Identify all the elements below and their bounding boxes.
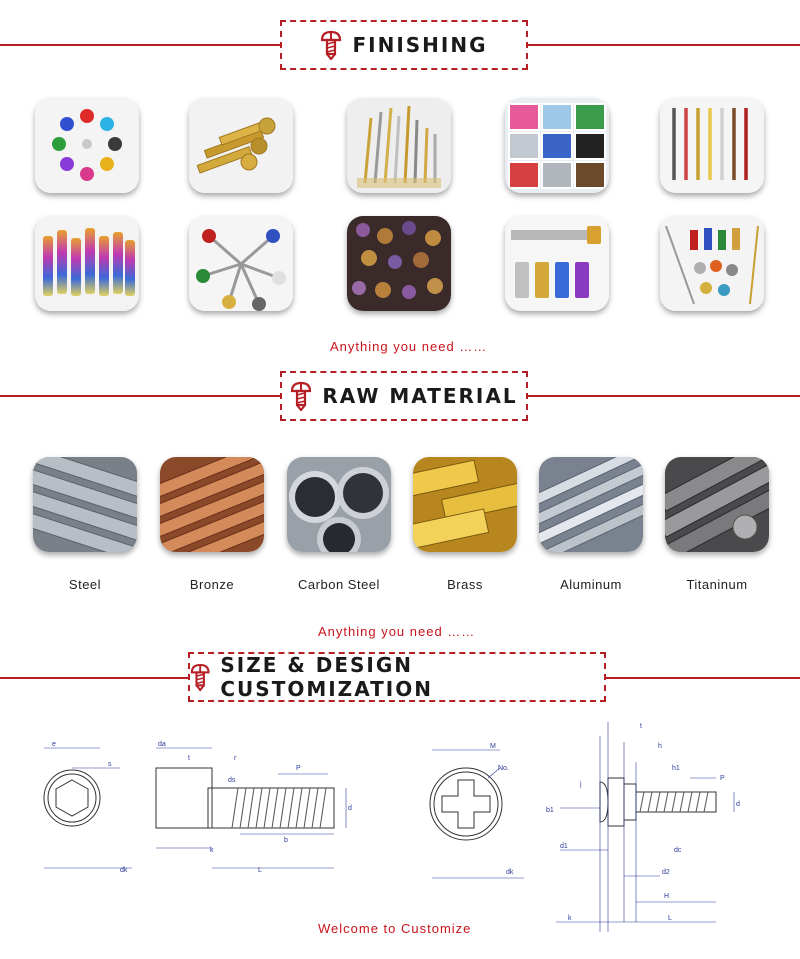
dim-label: s bbox=[108, 761, 112, 768]
material-label: Bronze bbox=[189, 577, 235, 592]
dim-label: d2 bbox=[662, 869, 670, 876]
dim-label: h1 bbox=[672, 765, 680, 772]
dim-label: t bbox=[640, 723, 642, 730]
dim-label: dk bbox=[506, 869, 514, 876]
dim-label: d bbox=[348, 805, 352, 812]
dim-label: d1 bbox=[560, 843, 568, 850]
dim-label: t bbox=[188, 755, 190, 762]
material-photo-steel bbox=[33, 457, 137, 552]
dim-label: e bbox=[52, 741, 56, 748]
material-label: Titaninum bbox=[686, 577, 748, 592]
dim-label: d bbox=[736, 801, 740, 808]
dim-label: M bbox=[490, 743, 496, 750]
dim-label: da bbox=[158, 741, 166, 748]
material-photo-carbon-steel bbox=[287, 457, 391, 552]
finishing-photo-rainbow-bolts bbox=[35, 216, 139, 311]
finishing-photo-wood-screws bbox=[660, 98, 764, 193]
dim-label: L bbox=[668, 915, 672, 922]
dim-label: P bbox=[720, 775, 725, 782]
finishing-photo-colored-thumb-screws bbox=[35, 98, 139, 193]
dim-label: dk bbox=[120, 867, 128, 874]
screw-icon bbox=[290, 381, 312, 411]
finishing-photo-organizer-box bbox=[505, 98, 609, 193]
customize-note: Welcome to Customize bbox=[318, 921, 472, 936]
material-photo-bronze bbox=[160, 457, 264, 552]
dim-label: j bbox=[580, 781, 582, 788]
dim-label: ds bbox=[228, 777, 236, 784]
section-title: RAW MATERIAL bbox=[322, 384, 518, 408]
dim-label: k bbox=[568, 915, 572, 922]
material-label: Carbon Steel bbox=[298, 577, 380, 592]
dim-label: k bbox=[210, 847, 214, 854]
dim-label: H bbox=[664, 893, 670, 900]
section-title: FINISHING bbox=[352, 33, 488, 57]
dim-label: b1 bbox=[546, 807, 554, 814]
section-title: SIZE & DESIGN CUSTOMIZATION bbox=[220, 653, 433, 701]
finishing-photo-self-drilling-screws bbox=[189, 216, 293, 311]
screw-icon bbox=[190, 662, 210, 692]
dim-label: h bbox=[658, 743, 662, 750]
finishing-photo-anodized-bolts bbox=[505, 216, 609, 311]
finishing-photo-brass-bolts bbox=[189, 98, 293, 193]
phillips-head-drawing bbox=[428, 740, 538, 880]
material-label: Aluminum bbox=[560, 577, 622, 592]
material-photo-titanium bbox=[665, 457, 769, 552]
finishing-header bbox=[280, 20, 528, 70]
dim-label: r bbox=[234, 755, 237, 762]
screw-icon bbox=[320, 30, 342, 60]
dim-label: dc bbox=[674, 847, 682, 854]
raw-material-header bbox=[280, 371, 528, 421]
material-note: Anything you need …… bbox=[318, 624, 476, 639]
material-photo-brass bbox=[413, 457, 517, 552]
dim-label: P bbox=[296, 765, 301, 772]
material-label: Steel bbox=[68, 577, 102, 592]
finishing-photo-assorted-screws bbox=[347, 98, 451, 193]
dim-label: b bbox=[284, 837, 288, 844]
finishing-photo-bronze-pile bbox=[347, 216, 451, 311]
pan-head-screw-drawing bbox=[540, 722, 750, 932]
socket-drawing-labels bbox=[28, 738, 368, 883]
dim-label: No. bbox=[498, 765, 509, 772]
material-label: Brass bbox=[447, 577, 483, 592]
customization-header bbox=[188, 652, 606, 702]
finishing-note: Anything you need …… bbox=[330, 339, 488, 354]
material-photo-aluminum bbox=[539, 457, 643, 552]
dim-label: L bbox=[258, 867, 262, 874]
finishing-photo-mixed-hardware bbox=[660, 216, 764, 311]
